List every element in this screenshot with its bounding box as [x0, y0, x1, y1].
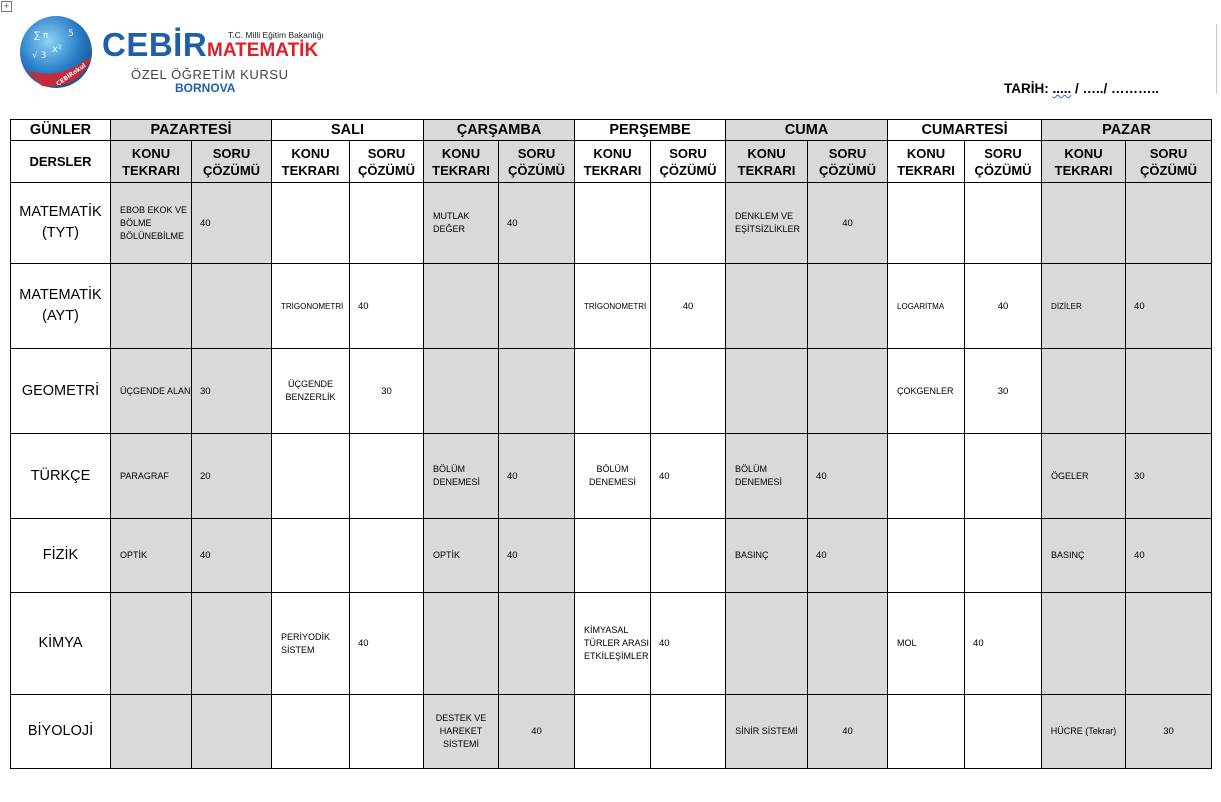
day-header: PERŞEMBE: [575, 120, 726, 141]
topic-cell[interactable]: BÖLÜM DENEMESİ: [575, 434, 651, 519]
topic-cell[interactable]: HÜCRE (Tekrar): [1042, 695, 1126, 769]
question-count-cell[interactable]: [1126, 183, 1212, 264]
topic-cell[interactable]: MOL: [888, 593, 965, 695]
margin-line: [1216, 24, 1217, 94]
subject-name: FİZİK: [11, 519, 111, 593]
topic-cell[interactable]: BASINÇ: [726, 519, 808, 593]
question-count-cell[interactable]: [192, 695, 272, 769]
topic-cell[interactable]: [111, 593, 192, 695]
topic-column-header: KONU TEKRARI: [1042, 141, 1126, 183]
question-count-cell[interactable]: 40: [965, 264, 1042, 349]
question-count-cell[interactable]: 40: [808, 519, 888, 593]
topic-cell[interactable]: DENKLEM VE EŞİTSİZLİKLER: [726, 183, 808, 264]
topic-cell[interactable]: [272, 695, 350, 769]
topic-column-header: KONU TEKRARI: [272, 141, 350, 183]
question-count-cell[interactable]: 40: [499, 183, 575, 264]
lessons-label: DERSLER: [11, 141, 111, 183]
topic-cell[interactable]: ÜÇGENDE BENZERLİK: [272, 349, 350, 434]
topic-cell[interactable]: LOGARİTMA: [888, 264, 965, 349]
subject-name: GEOMETRİ: [11, 349, 111, 434]
course-type: ÖZEL ÖĞRETİM KURSU: [131, 67, 289, 82]
topic-cell[interactable]: [272, 183, 350, 264]
question-count-cell[interactable]: [651, 349, 726, 434]
solve-column-header: SORU ÇÖZÜMÜ: [192, 141, 272, 183]
question-count-cell[interactable]: [651, 695, 726, 769]
question-count-cell[interactable]: [192, 264, 272, 349]
question-count-cell[interactable]: [965, 434, 1042, 519]
topic-cell[interactable]: [424, 349, 499, 434]
day-header: ÇARŞAMBA: [424, 120, 575, 141]
days-header-row: [11, 120, 1212, 141]
topic-column-header: KONU TEKRARI: [726, 141, 808, 183]
topic-cell[interactable]: OPTİK: [424, 519, 499, 593]
topic-column-header: KONU TEKRARI: [888, 141, 965, 183]
topic-cell[interactable]: BÖLÜM DENEMESİ: [726, 434, 808, 519]
topic-cell[interactable]: [726, 593, 808, 695]
topic-cell[interactable]: ÇOKGENLER: [888, 349, 965, 434]
topic-cell[interactable]: EBOB EKOK VE BÖLME BÖLÜNEBİLME: [111, 183, 192, 264]
topic-cell[interactable]: [424, 593, 499, 695]
question-count-cell[interactable]: 30: [965, 349, 1042, 434]
topic-cell[interactable]: KİMYASAL TÜRLER ARASI ETKİLEŞİMLER: [575, 593, 651, 695]
svg-text:5: 5: [68, 29, 74, 39]
question-count-cell[interactable]: [808, 593, 888, 695]
question-count-cell[interactable]: [350, 519, 424, 593]
topic-cell[interactable]: [111, 264, 192, 349]
subject-row: [11, 593, 1212, 695]
question-count-cell[interactable]: 40: [808, 434, 888, 519]
subject-name: BİYOLOJİ: [11, 695, 111, 769]
question-count-cell[interactable]: 40: [499, 519, 575, 593]
subject-name: KİMYA: [11, 593, 111, 695]
topic-cell[interactable]: [1042, 593, 1126, 695]
topic-cell[interactable]: PERİYODİK SİSTEM: [272, 593, 350, 695]
svg-text:√ 3: √ 3: [32, 51, 47, 61]
question-count-cell[interactable]: 40: [350, 593, 424, 695]
question-count-cell[interactable]: 30: [192, 349, 272, 434]
question-count-cell[interactable]: [965, 695, 1042, 769]
question-count-cell[interactable]: [808, 349, 888, 434]
question-count-cell[interactable]: 30: [1126, 434, 1212, 519]
svg-text:x²: x²: [52, 44, 62, 55]
question-count-cell[interactable]: 40: [808, 695, 888, 769]
question-count-cell[interactable]: [499, 349, 575, 434]
brand-subtitle: MATEMATİK: [207, 40, 319, 61]
topic-cell[interactable]: DESTEK VE HAREKET SİSTEMİ: [424, 695, 499, 769]
question-count-cell[interactable]: [651, 519, 726, 593]
subject-name: MATEMATİK (TYT): [11, 183, 111, 264]
topic-cell[interactable]: ÖGELER: [1042, 434, 1126, 519]
topic-cell[interactable]: [424, 264, 499, 349]
subject-name: TÜRKÇE: [11, 434, 111, 519]
study-schedule-table: [10, 119, 1212, 769]
ministry-text: T.C. Milli Eğitim Bakanlığı: [228, 30, 324, 40]
question-count-cell[interactable]: 40: [651, 264, 726, 349]
subject-row: [11, 349, 1212, 434]
question-count-cell[interactable]: 30: [1126, 695, 1212, 769]
topic-cell[interactable]: PARAGRAF: [111, 434, 192, 519]
date-day: .....: [1052, 81, 1072, 96]
topic-cell[interactable]: BÖLÜM DENEMESİ: [424, 434, 499, 519]
question-count-cell[interactable]: 40: [1126, 264, 1212, 349]
subject-row: [11, 183, 1212, 264]
topic-cell[interactable]: MUTLAK DEĞER: [424, 183, 499, 264]
question-count-cell[interactable]: [651, 183, 726, 264]
topic-column-header: KONU TEKRARI: [111, 141, 192, 183]
topic-cell[interactable]: ÜÇGENDE ALAN: [111, 349, 192, 434]
topic-cell[interactable]: [575, 349, 651, 434]
topic-column-header: KONU TEKRARI: [424, 141, 499, 183]
topic-cell[interactable]: [1042, 183, 1126, 264]
svg-text:CEBİRokul: CEBİRokul: [55, 62, 88, 88]
question-count-cell[interactable]: 40: [651, 434, 726, 519]
solve-column-header: SORU ÇÖZÜMÜ: [1126, 141, 1212, 183]
subject-name: MATEMATİK (AYT): [11, 264, 111, 349]
topic-cell[interactable]: [888, 695, 965, 769]
day-header: CUMARTESİ: [888, 120, 1042, 141]
question-count-cell[interactable]: [965, 519, 1042, 593]
question-count-cell[interactable]: [499, 264, 575, 349]
day-header: PAZARTESİ: [111, 120, 272, 141]
solve-column-header: SORU ÇÖZÜMÜ: [499, 141, 575, 183]
topic-cell[interactable]: [575, 183, 651, 264]
subject-row: [11, 695, 1212, 769]
question-count-cell[interactable]: [350, 183, 424, 264]
question-count-cell[interactable]: 40: [350, 264, 424, 349]
question-count-cell[interactable]: 20: [192, 434, 272, 519]
day-header: SALI: [272, 120, 424, 141]
solve-column-header: SORU ÇÖZÜMÜ: [651, 141, 726, 183]
topic-cell[interactable]: TRİGONOMETRİ: [575, 264, 651, 349]
subject-row: [11, 434, 1212, 519]
question-count-cell[interactable]: [965, 183, 1042, 264]
question-count-cell[interactable]: 40: [192, 519, 272, 593]
question-count-cell[interactable]: 40: [499, 434, 575, 519]
days-label: GÜNLER: [11, 120, 111, 141]
topic-cell[interactable]: [575, 519, 651, 593]
date-field[interactable]: [1004, 81, 1159, 96]
topic-cell[interactable]: [888, 183, 965, 264]
question-count-cell[interactable]: [350, 695, 424, 769]
question-count-cell[interactable]: 40: [965, 593, 1042, 695]
topic-cell[interactable]: [272, 519, 350, 593]
topic-cell[interactable]: [111, 695, 192, 769]
subject-row: [11, 519, 1212, 593]
topic-cell[interactable]: [575, 695, 651, 769]
column-header-row: [11, 141, 1212, 183]
day-header: CUMA: [726, 120, 888, 141]
topic-cell[interactable]: OPTİK: [111, 519, 192, 593]
topic-cell[interactable]: [1042, 349, 1126, 434]
solve-column-header: SORU ÇÖZÜMÜ: [808, 141, 888, 183]
question-count-cell[interactable]: [808, 264, 888, 349]
question-count-cell[interactable]: [192, 593, 272, 695]
question-count-cell[interactable]: [1126, 593, 1212, 695]
topic-cell[interactable]: BASINÇ: [1042, 519, 1126, 593]
question-count-cell[interactable]: [1126, 349, 1212, 434]
question-count-cell[interactable]: 40: [499, 695, 575, 769]
topic-cell[interactable]: [888, 519, 965, 593]
question-count-cell[interactable]: 40: [808, 183, 888, 264]
question-count-cell[interactable]: 40: [651, 593, 726, 695]
subject-row: [11, 264, 1212, 349]
brand-name: CEBİR: [102, 26, 208, 63]
city-name: BORNOVA: [175, 81, 236, 95]
question-count-cell[interactable]: 40: [192, 183, 272, 264]
globe-logo-icon: [18, 12, 98, 94]
solve-column-header: SORU ÇÖZÜMÜ: [965, 141, 1042, 183]
topic-cell[interactable]: [726, 264, 808, 349]
topic-cell[interactable]: [888, 434, 965, 519]
svg-text:∑ π: ∑ π: [34, 31, 49, 41]
question-count-cell[interactable]: [499, 593, 575, 695]
date-rest: / …../ ………..: [1071, 81, 1160, 96]
solve-column-header: SORU ÇÖZÜMÜ: [350, 141, 424, 183]
question-count-cell[interactable]: 40: [1126, 519, 1212, 593]
day-header: PAZAR: [1042, 120, 1212, 141]
question-count-cell[interactable]: [350, 434, 424, 519]
topic-cell[interactable]: TRİGONOMETRİ: [272, 264, 350, 349]
logo: [18, 12, 328, 98]
table-move-handle[interactable]: +: [1, 1, 12, 12]
topic-cell[interactable]: DİZİLER: [1042, 264, 1126, 349]
date-label: TARİH:: [1004, 81, 1049, 96]
topic-cell[interactable]: [272, 434, 350, 519]
topic-column-header: KONU TEKRARI: [575, 141, 651, 183]
question-count-cell[interactable]: 30: [350, 349, 424, 434]
topic-cell[interactable]: SİNİR SİSTEMİ: [726, 695, 808, 769]
topic-cell[interactable]: [726, 349, 808, 434]
